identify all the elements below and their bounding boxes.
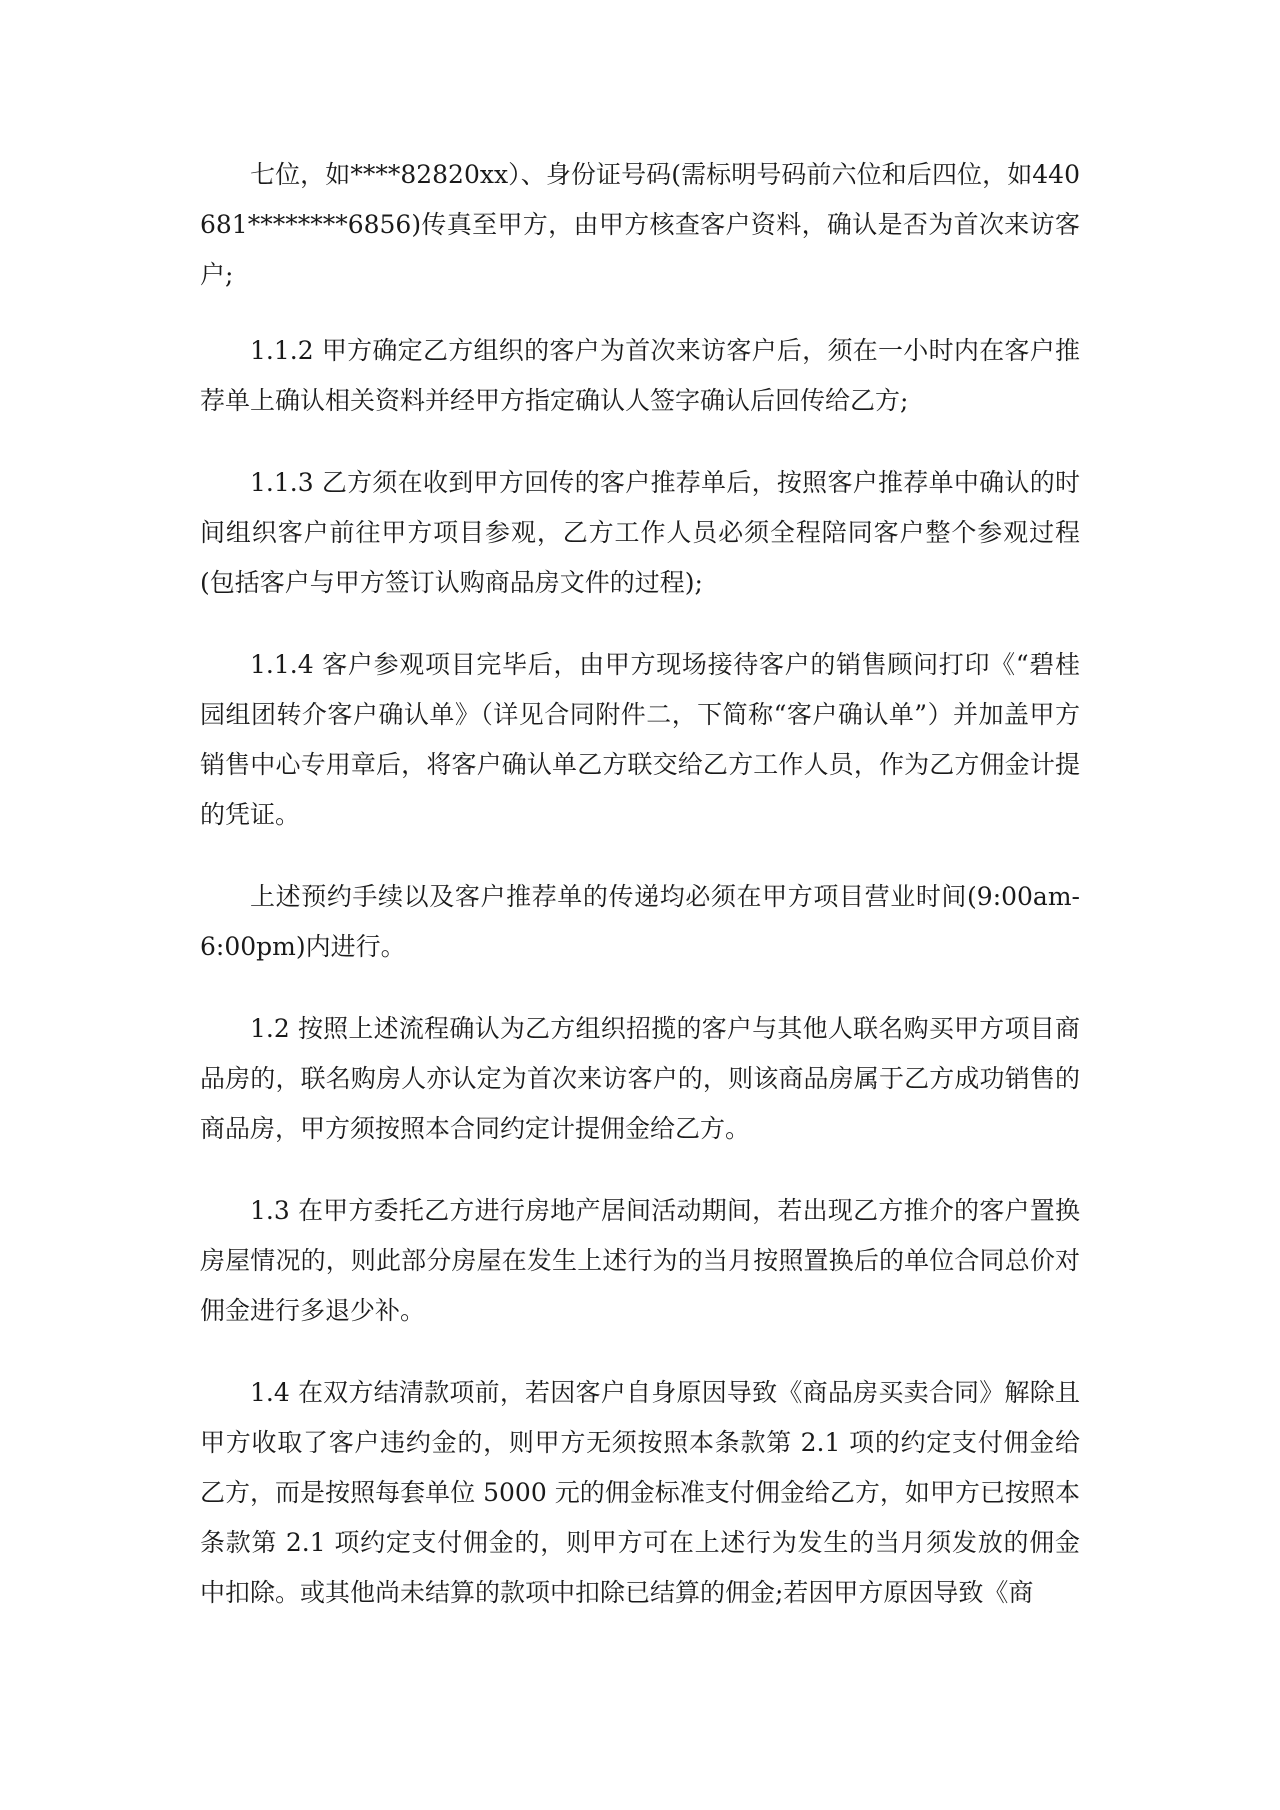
paragraph-1-1-4: 1.1.4 客户参观项目完毕后，由甲方现场接待客户的销售顾问打印《“碧桂园组团转介客户确认单》（详见合同附件二，下简称“客户确认单”）并加盖甲方销售中心专用章后，将客户确认单乙方联交给乙方工作人员，作为乙方佣金计提的凭证。 [200, 650, 1080, 829]
paragraph-client-info: 七位，如****82820xx）、身份证号码(需标明号码前六位和后四位，如440681********6856)传真至甲方，由甲方核查客户资料，确认是否为首次来访客户; [200, 160, 1080, 289]
document-page [200, 150, 1080, 1650]
paragraph-1-1-2: 1.1.2 甲方确定乙方组织的客户为首次来访客户后，须在一小时内在客户推荐单上确认相关资料并经甲方指定确认人签字确认后回传给乙方; [200, 336, 1080, 415]
paragraph-1-1-3: 1.1.3 乙方须在收到甲方回传的客户推荐单后，按照客户推荐单中确认的时间组织客户前往甲方项目参观，乙方工作人员必须全程陪同客户整个参观过程(包括客户与甲方签订认购商品房文件的过程); [200, 468, 1080, 597]
paragraph-1-3: 1.3 在甲方委托乙方进行房地产居间活动期间，若出现乙方推介的客户置换房屋情况的，则此部分房屋在发生上述行为的当月按照置换后的单位合同总价对佣金进行多退少补。 [200, 1196, 1080, 1325]
paragraph-1-4: 1.4 在双方结清款项前，若因客户自身原因导致《商品房买卖合同》解除且甲方收取了客户违约金的，则甲方无须按照本条款第 2.1 项的约定支付佣金给乙方，而是按照每套单位 5000 元的佣金标准支付佣金给乙方，如甲方已按照本条款第 2.1 项约定支付佣金的，则甲方可在上述行为发生的当月须发放的佣金中扣除。或其他尚未结算的款项中扣除已结算的佣金;若因甲方原因导致《商 [200, 1378, 1080, 1607]
paragraph-business-hours: 上述预约手续以及客户推荐单的传递均必须在甲方项目营业时间(9:00am-6:00pm)内进行。 [200, 882, 1080, 961]
paragraph-1-2: 1.2 按照上述流程确认为乙方组织招揽的客户与其他人联名购买甲方项目商品房的，联名购房人亦认定为首次来访客户的，则该商品房属于乙方成功销售的商品房，甲方须按照本合同约定计提佣金给乙方。 [200, 1014, 1080, 1143]
